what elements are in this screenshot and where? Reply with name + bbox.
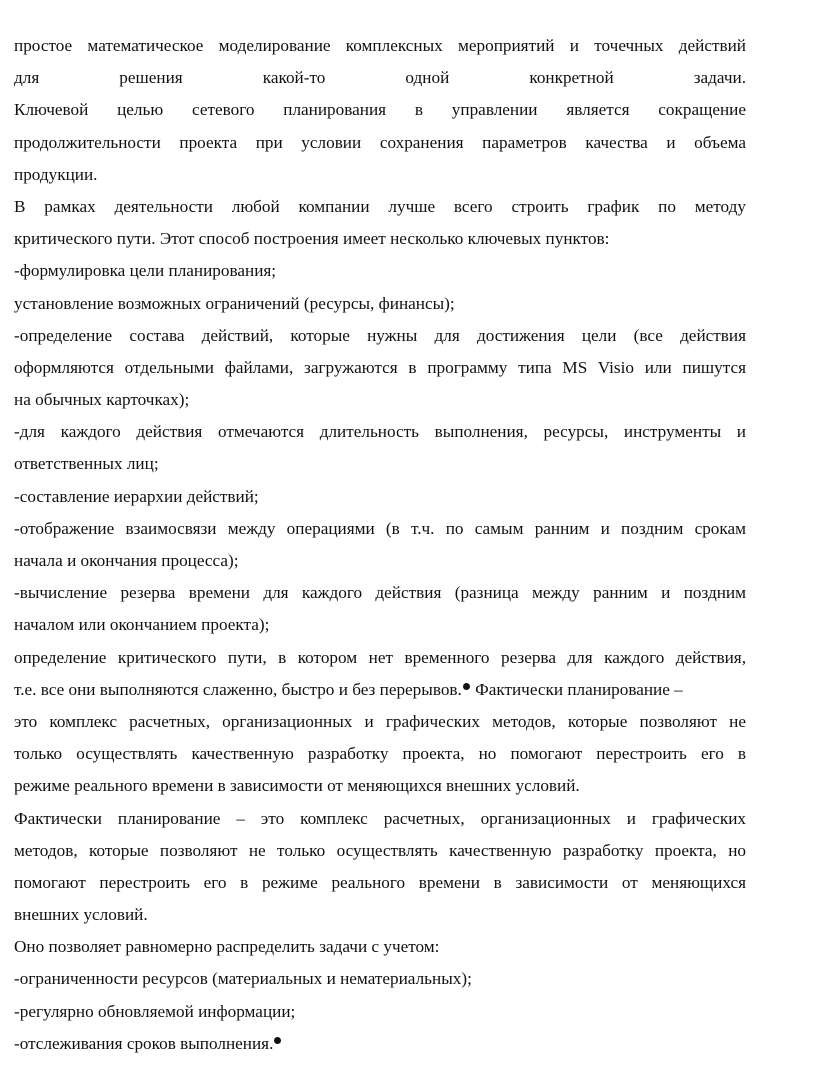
list-item-critical-path: определение критического пути, в котором нет временного резерва для каждого действия, [14, 647, 746, 667]
list-item-deadlines-text: -отслеживания сроков выполнения. [14, 1033, 274, 1053]
list-item-information: -регулярно обновляемой информации; [14, 1001, 296, 1021]
bullet-icon [463, 683, 470, 690]
text-line-3: Ключевой целью сетевого планирования в управлении является сокращение [14, 100, 746, 120]
list-item-hierarchy: -составление иерархии действий; [14, 486, 259, 506]
text-line-7: критического пути. Этот способ построения имеет несколько ключевых пунктов: [14, 229, 610, 249]
list-item-relations: -отображение взаимосвязи между операциями (в т.ч. по самым ранним и поздним срокам [14, 518, 746, 538]
text-line-26: методов, которые позволяют не только осуществлять качественную разработку проекта, но [14, 840, 746, 860]
text-line-2: для решения какой-то одной конкретной задачи. [14, 68, 746, 88]
list-item-constraints: установление возможных ограничений (ресурсы, финансы); [14, 293, 455, 313]
text-line-28: внешних условий. [14, 905, 148, 925]
text-line-14: ответственных лиц; [14, 454, 159, 474]
text-line-25: Фактически планирование – это комплекс расчетных, организационных и графических [14, 808, 746, 828]
text-line-29: Оно позволяет равномерно распределить задачи с учетом: [14, 937, 440, 957]
text-line-6: В рамках деятельности любой компании лучше всего строить график по методу [14, 196, 746, 216]
list-item-actions: -определение состава действий, которые нужны для достижения цели (все действия [14, 325, 746, 345]
text-line-1: простое математическое моделирование комплексных мероприятий и точечных действий [14, 36, 746, 55]
document-page [14, 30, 746, 1060]
list-item-resources: -ограниченности ресурсов (материальных и нематериальных); [14, 969, 472, 989]
text-line-12: на обычных карточках); [14, 390, 190, 410]
text-line-21-b: Фактически планирование – [470, 679, 683, 699]
text-line-24: режиме реального времени в зависимости от меняющихся внешних условий. [14, 776, 580, 796]
text-line-19: началом или окончанием проекта); [14, 615, 270, 635]
text-line-21 [14, 674, 746, 706]
text-line-11: оформляются отдельными файлами, загружаются в программу типа MS Visio или пишутся [14, 357, 746, 377]
list-item-reserve: -вычисление резерва времени для каждого действия (разница между ранним и поздним [14, 583, 746, 603]
text-line-21-a: т.е. все они выполняются слаженно, быстро и без перерывов. [14, 679, 462, 699]
text-line-23: только осуществлять качественную разработку проекта, но помогают перестроить его в [14, 744, 746, 764]
text-line-5: продукции. [14, 164, 98, 184]
text-line-17: начала и окончания процесса); [14, 551, 239, 570]
text-line-27: помогают перестроить его в режиме реального времени в зависимости от меняющихся [14, 872, 746, 892]
bullet-icon-end [274, 1037, 281, 1044]
list-item-deadlines [14, 1028, 746, 1060]
text-line-22: это комплекс расчетных, организационных и графических методов, которые позволяют не [14, 711, 746, 731]
list-item-goal: -формулировка цели планирования; [14, 261, 277, 281]
text-line-4: продолжительности проекта при условии сохранения параметров качества и объема [14, 132, 746, 152]
list-item-duration: -для каждого действия отмечаются длительность выполнения, ресурсы, инструменты и [14, 422, 746, 442]
